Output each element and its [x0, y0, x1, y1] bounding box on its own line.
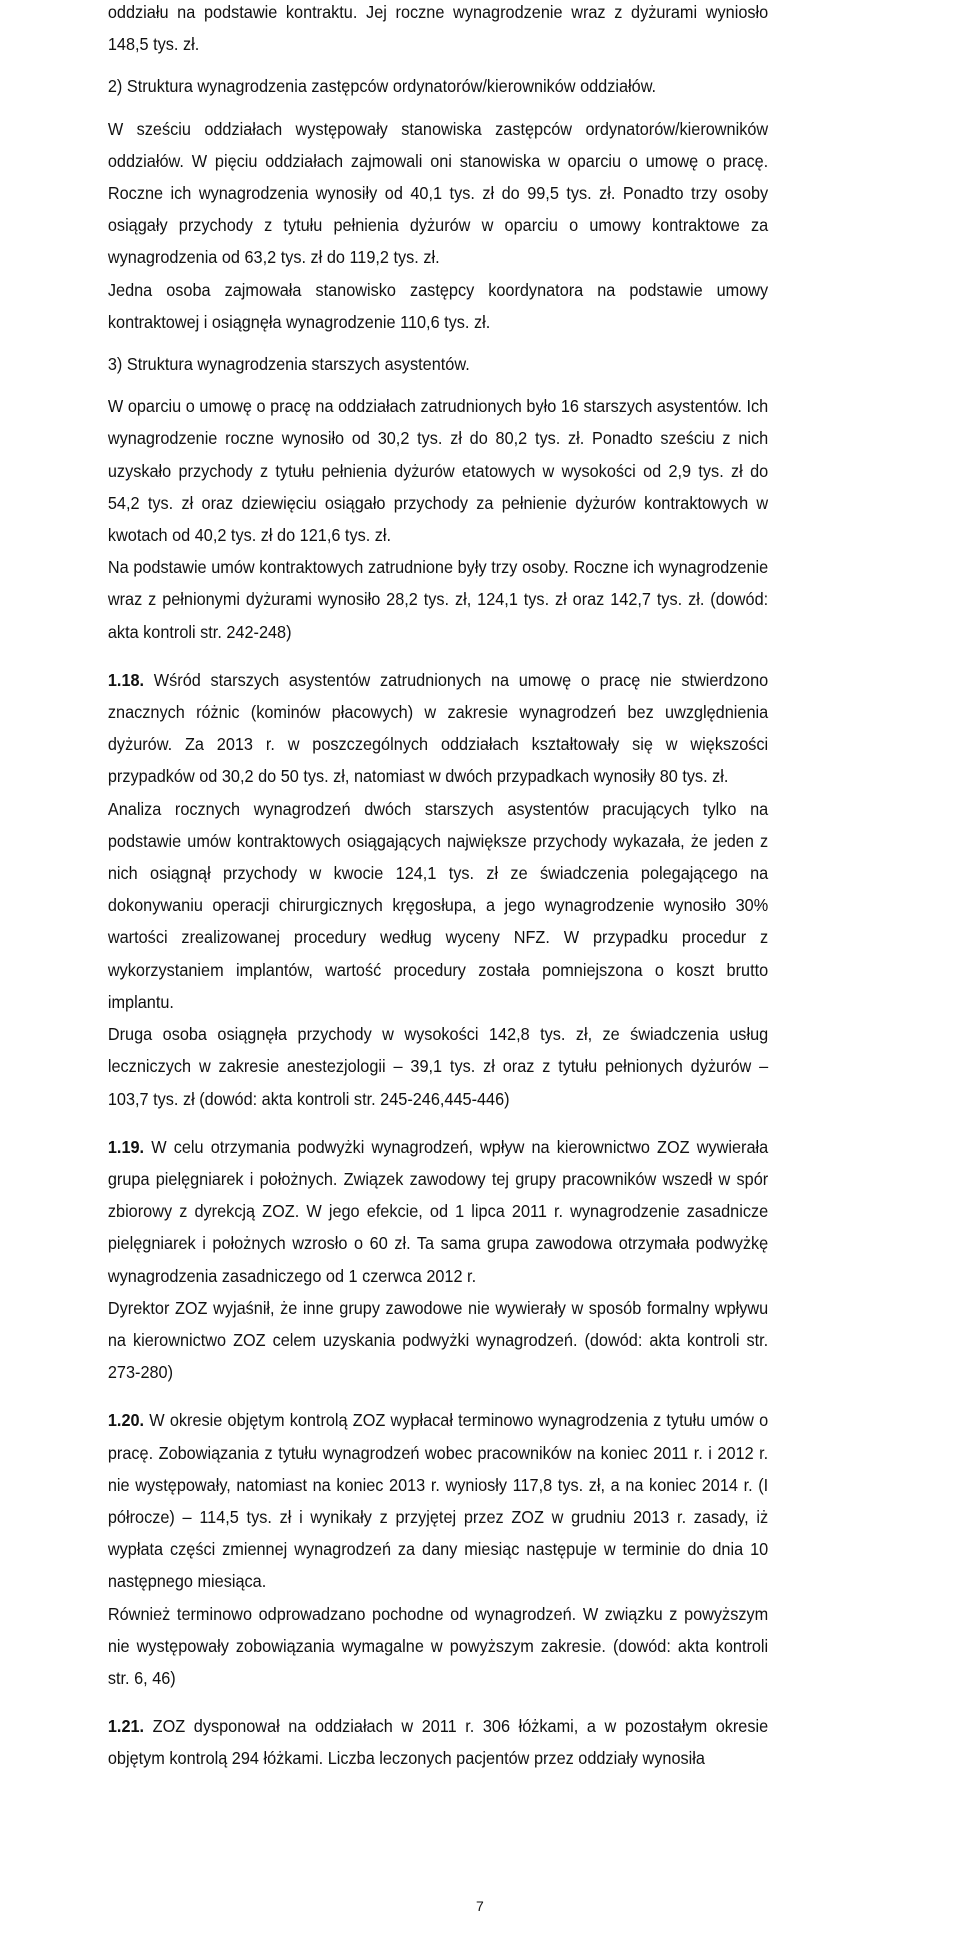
paragraph-p6: Na podstawie umów kontraktowych zatrudnione były trzy osoby. Roczne ich wynagrodzenie wraz z pełnionymi dyżurami wynosiło 28,2 tys. zł, 124,1 tys. zł oraz 142,7 tys. zł. (dowód: akta kontroli str. 242-248): [107, 557, 769, 642]
section-number: 1.20.: [107, 1410, 145, 1431]
document-body: [108, 0, 768, 1775]
paragraph-p10: 1.19. W celu otrzymania podwyżki wynagrodzeń, wpływ na kierownictwo ZOZ wywierała grupa pielęgniarek i położnych. Związek zawodowy tej grupy pracowników wszedł w spór zbiorowy z dyrekcją ZOZ. W jego efekcie, od 1 lipca 2011 r. wynagrodzenie zasadnicze pielęgniarek i położnych wzrosło o 60 zł. Ta sama grupa zawodowa otrzymała podwyżkę wynagrodzenia zasadniczego od 1 czerwca 2012 r.: [107, 1136, 769, 1286]
paragraph-p8: Analiza rocznych wynagrodzeń dwóch starszych asystentów pracujących tylko na podstawie umów kontraktowych osiągających największe przychody wykazała, że jeden z nich osiągnął przychody w kwocie 124,1 tys. zł ze świadczenia polegającego na dokonywaniu operacji chirurgicznych kręgosłupa, a jego wynagrodzenie wynosiło 30% wartości zrealizowanej procedury według wyceny NFZ. W przypadku procedur z wykorzystaniem implantów, wartość procedury została pomniejszona o koszt brutto implantu.: [107, 798, 769, 1012]
paragraph-p9: Druga osoba osiągnęła przychody w wysokości 142,8 tys. zł, ze świadczenia usług leczniczych w zakresie anestezjologii – 39,1 tys. zł oraz z tytułu pełnionych dyżurów – 103,7 tys. zł (dowód: akta kontroli str. 245-246,445-446): [107, 1024, 769, 1109]
paragraph-p12: 1.20. W okresie objętym kontrolą ZOZ wypłacał terminowo wynagrodzenia z tytułu umów o pracę. Zobowiązania z tytułu wynagrodzeń wobec pracowników na koniec 2011 r. i 2012 r. nie występowały, natomiast na koniec 2013 r. wyniosły 117,8 tys. zł, a na koniec 2014 r. (I półrocze) – 114,5 tys. zł i wynikały z przyjętej przez ZOZ w grudniu 2013 r. zasady, iż wypłata części zmiennej wynagrodzeń za dany miesiąc następuje w terminie do dnia 10 następnego miesiąca.: [107, 1410, 769, 1592]
paragraph-p1: 2) Struktura wynagrodzenia zastępców ordynatorów/kierowników oddziałów.: [107, 76, 657, 97]
page-number: 7: [475, 1898, 484, 1914]
paragraph-p11: Dyrektor ZOZ wyjaśnił, że inne grupy zawodowe nie wywierały w sposób formalny wpływu na kierownictwo ZOZ celem uzyskania podwyżki wynagrodzeń. (dowód: akta kontroli str. 273-280): [107, 1297, 769, 1383]
section-number: 1.19.: [107, 1136, 145, 1157]
paragraph-p4: 3) Struktura wynagrodzenia starszych asystentów.: [107, 354, 470, 375]
paragraph-p0: oddziału na podstawie kontraktu. Jej roczne wynagrodzenie wraz z dyżurami wyniosło 148,5 tys. zł.: [107, 2, 769, 55]
paragraph-p13: Również terminowo odprowadzano pochodne od wynagrodzeń. W związku z powyższym nie występowały zobowiązania wymagalne w powyższym zakresie. (dowód: akta kontroli str. 6, 46): [107, 1603, 769, 1688]
paragraph-p2: W sześciu oddziałach występowały stanowiska zastępców ordynatorów/kierowników oddziałów. W pięciu oddziałach zajmowali oni stanowiska w oparciu o umowę o pracę. Roczne ich wynagrodzenia wynosiły od 40,1 tys. zł do 99,5 tys. zł. Ponadto trzy osoby osiągały przychody z tytułu pełnienia dyżurów w oparciu o umowy kontraktowe za wynagrodzenia od 63,2 tys. zł do 119,2 tys. zł.: [107, 118, 769, 268]
paragraph-p14: 1.21. ZOZ dysponował na oddziałach w 2011 r. 306 łóżkami, a w pozostałym okresie objętym kontrolą 294 łóżkami. Liczba leczonych pacjentów przez oddziały wynosiła: [107, 1716, 769, 1769]
section-number: 1.21.: [107, 1716, 145, 1737]
section-number: 1.18.: [107, 669, 145, 690]
paragraph-p7: 1.18. Wśród starszych asystentów zatrudnionych na umowę o pracę nie stwierdzono znacznych różnic (kominów płacowych) w zakresie wynagrodzeń bez uwzględnienia dyżurów. Za 2013 r. w poszczególnych oddziałach kształtowały się w większości przypadków od 30,2 do 50 tys. zł, natomiast w dwóch przypadkach wynosiły 80 tys. zł.: [107, 669, 769, 787]
paragraph-p3: Jedna osoba zajmowała stanowisko zastępcy koordynatora na podstawie umowy kontraktowej i osiągnęła wynagrodzenie 110,6 tys. zł.: [107, 279, 769, 332]
paragraph-p5: W oparciu o umowę o pracę na oddziałach zatrudnionych było 16 starszych asystentów. Ich wynagrodzenie roczne wynosiło od 30,2 tys. zł do 80,2 tys. zł. Ponadto sześciu z nich uzyskało przychody z tytułu pełnienia dyżurów etatowych w wysokości od 2,9 tys. zł do 54,2 tys. zł oraz dziewięciu osiągało przychody za pełnienie dyżurów kontraktowych w kwotach od 40,2 tys. zł do 121,6 tys. zł.: [107, 396, 769, 546]
